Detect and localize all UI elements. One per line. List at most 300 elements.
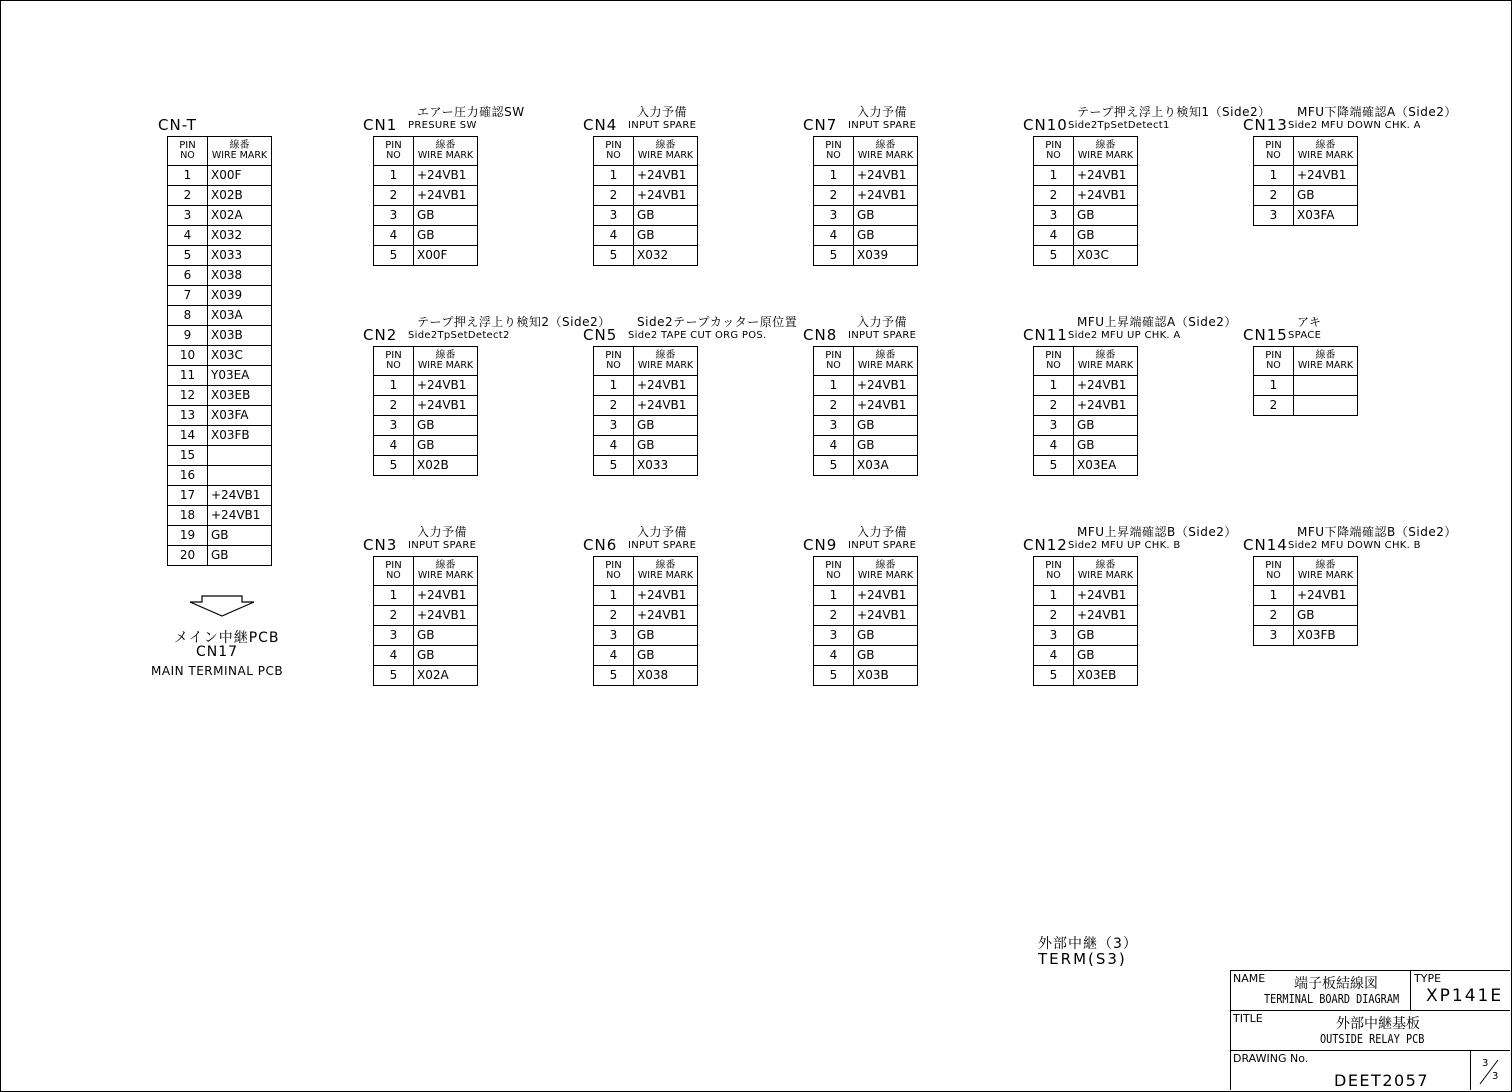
pin-number: 7 <box>168 286 208 306</box>
connector-jp-desc: 入力予備 <box>857 315 908 329</box>
connector-table <box>1253 136 1358 226</box>
wire-mark: GB <box>1294 186 1358 206</box>
table-row <box>1034 666 1138 686</box>
wire-mark: GB <box>634 626 698 646</box>
wire-mark: GB <box>1074 436 1138 456</box>
table-row <box>814 626 918 646</box>
wire-mark-header: 線番 WIRE MARK <box>208 137 272 166</box>
wire-mark-header: 線番 WIRE MARK <box>1294 557 1358 586</box>
connector-en-desc: Side2 MFU UP CHK. A <box>1068 330 1181 341</box>
pin-number: 11 <box>168 366 208 386</box>
pin-number: 3 <box>1034 206 1074 226</box>
wire-mark: X00F <box>414 246 478 266</box>
table-row <box>1034 226 1138 246</box>
wire-mark: X03EB <box>208 386 272 406</box>
cnt-table <box>167 136 272 566</box>
wire-mark: X02A <box>208 206 272 226</box>
table-row <box>168 406 272 426</box>
connector-label: CN9 <box>803 536 838 554</box>
pin-number: 2 <box>1254 606 1294 626</box>
connector-en-desc: Side2TpSetDetect2 <box>408 330 510 341</box>
pin-no-header: PIN NO <box>594 557 634 586</box>
table-row <box>168 266 272 286</box>
pin-number: 2 <box>1034 186 1074 206</box>
table-row <box>374 436 478 456</box>
connector-label: CN4 <box>583 116 618 134</box>
wire-mark-header: 線番 WIRE MARK <box>414 137 478 166</box>
wire-mark <box>1294 376 1358 396</box>
wire-mark: X03A <box>208 306 272 326</box>
wire-mark: +24VB1 <box>414 376 478 396</box>
wire-mark: GB <box>414 416 478 436</box>
table-header-row <box>374 137 478 166</box>
wire-mark: GB <box>634 206 698 226</box>
wire-mark-header: 線番 WIRE MARK <box>1074 347 1138 376</box>
board-label-jp: 外部中継（3） <box>1038 936 1138 952</box>
table-header-row <box>594 137 698 166</box>
wire-mark: X03EA <box>1074 456 1138 476</box>
connector-label: CN3 <box>363 536 398 554</box>
table-row <box>594 606 698 626</box>
pin-number: 3 <box>1034 416 1074 436</box>
wire-mark: GB <box>634 646 698 666</box>
connector-table <box>813 346 918 476</box>
table-row <box>814 456 918 476</box>
table-row <box>1254 626 1358 646</box>
wire-mark: GB <box>1074 626 1138 646</box>
table-row <box>814 646 918 666</box>
wire-mark: +24VB1 <box>1074 376 1138 396</box>
table-header-row <box>814 557 918 586</box>
pin-number: 3 <box>594 206 634 226</box>
wire-mark: GB <box>1294 606 1358 626</box>
table-row <box>814 376 918 396</box>
table-row <box>814 586 918 606</box>
connector-table <box>1033 346 1138 476</box>
connector-en-desc: PRESURE SW <box>408 120 477 131</box>
table-row <box>594 436 698 456</box>
wire-mark-header: 線番 WIRE MARK <box>854 557 918 586</box>
wire-mark-header: 線番 WIRE MARK <box>414 557 478 586</box>
table-row <box>374 646 478 666</box>
table-row <box>1034 586 1138 606</box>
connector-label: CN13 <box>1243 116 1288 134</box>
table-row <box>168 166 272 186</box>
table-row <box>1034 626 1138 646</box>
table-row <box>594 626 698 646</box>
pin-number: 5 <box>594 246 634 266</box>
pin-number: 1 <box>814 586 854 606</box>
wire-mark-header: 線番 WIRE MARK <box>634 137 698 166</box>
connector-jp-desc: MFU下降端確認A（Side2） <box>1297 105 1457 119</box>
wire-mark: +24VB1 <box>414 396 478 416</box>
table-row <box>374 626 478 646</box>
pin-number: 5 <box>814 246 854 266</box>
connector-en-desc: INPUT SPARE <box>628 120 697 131</box>
connector-jp-desc: MFU下降端確認B（Side2） <box>1297 525 1457 539</box>
table-row <box>1034 606 1138 626</box>
table-row <box>594 226 698 246</box>
connector-label: CN7 <box>803 116 838 134</box>
table-row <box>814 416 918 436</box>
dest-cn: CN17 <box>196 644 239 660</box>
title-block <box>1230 970 1510 1090</box>
pin-no-header: PIN NO <box>594 347 634 376</box>
pin-number: 3 <box>814 206 854 226</box>
wire-mark: X03C <box>208 346 272 366</box>
wire-mark-header: 線番 WIRE MARK <box>414 347 478 376</box>
wire-mark: +24VB1 <box>1074 586 1138 606</box>
table-row <box>1034 456 1138 476</box>
connector-label: CN15 <box>1243 326 1288 344</box>
table-row <box>594 646 698 666</box>
wire-mark: +24VB1 <box>634 586 698 606</box>
table-header-row <box>814 137 918 166</box>
table-row <box>374 396 478 416</box>
connector-table <box>373 136 478 266</box>
wire-mark: X02A <box>414 666 478 686</box>
pin-number: 4 <box>374 646 414 666</box>
pin-number: 1 <box>168 166 208 186</box>
wire-mark: GB <box>1074 416 1138 436</box>
wire-mark: GB <box>414 226 478 246</box>
pin-number: 4 <box>814 436 854 456</box>
pin-no-header: PIN NO <box>594 137 634 166</box>
wire-mark: X03B <box>208 326 272 346</box>
table-row <box>814 166 918 186</box>
sheet-number: 3 <box>1482 1058 1489 1069</box>
title-en: OUTSIDE RELAY PCB <box>1320 1032 1425 1046</box>
connector-jp-desc: エアー圧力確認SW <box>417 105 525 119</box>
wire-mark <box>1294 396 1358 416</box>
wire-mark: GB <box>1074 226 1138 246</box>
wire-mark: +24VB1 <box>208 486 272 506</box>
connector-label: CN14 <box>1243 536 1288 554</box>
wire-mark: X03FA <box>1294 206 1358 226</box>
pin-number: 5 <box>374 456 414 476</box>
pin-number: 9 <box>168 326 208 346</box>
table-row <box>374 586 478 606</box>
wire-mark: +24VB1 <box>634 606 698 626</box>
sheet-total: 3 <box>1492 1071 1499 1082</box>
pin-number: 3 <box>1254 626 1294 646</box>
wire-mark: +24VB1 <box>1074 396 1138 416</box>
wire-mark: +24VB1 <box>414 166 478 186</box>
connector-en-desc: INPUT SPARE <box>848 540 917 551</box>
table-row <box>168 486 272 506</box>
wire-mark: X033 <box>208 246 272 266</box>
table-row <box>374 456 478 476</box>
connector-table <box>1033 556 1138 686</box>
wire-mark: GB <box>634 226 698 246</box>
pin-number: 1 <box>1034 586 1074 606</box>
pin-number: 2 <box>814 186 854 206</box>
wire-mark: GB <box>854 436 918 456</box>
wire-mark: +24VB1 <box>854 186 918 206</box>
table-row <box>1254 186 1358 206</box>
pin-number: 15 <box>168 446 208 466</box>
table-row <box>168 186 272 206</box>
connector-jp-desc: テープ押え浮上り検知2（Side2） <box>417 315 611 329</box>
table-row <box>168 426 272 446</box>
wire-mark: +24VB1 <box>1074 186 1138 206</box>
pin-number: 1 <box>814 376 854 396</box>
wire-mark-header: 線番 WIRE MARK <box>634 347 698 376</box>
table-header-row <box>594 557 698 586</box>
table-row <box>1034 436 1138 456</box>
pin-number: 5 <box>814 666 854 686</box>
table-row <box>594 166 698 186</box>
pin-number: 1 <box>1254 376 1294 396</box>
pin-number: 3 <box>1254 206 1294 226</box>
table-row <box>1254 606 1358 626</box>
connector-en-desc: Side2 MFU UP CHK. B <box>1068 540 1181 551</box>
connector-jp-desc: 入力予備 <box>857 525 908 539</box>
pin-number: 4 <box>814 646 854 666</box>
wire-mark: GB <box>414 626 478 646</box>
sheet-slash-icon <box>1476 1056 1506 1086</box>
pin-no-header: PIN NO <box>1034 347 1074 376</box>
table-row <box>374 186 478 206</box>
pin-number: 5 <box>168 246 208 266</box>
pin-number: 17 <box>168 486 208 506</box>
pin-no-header: PIN NO <box>168 137 208 166</box>
table-row <box>168 286 272 306</box>
connector-label: CN5 <box>583 326 618 344</box>
table-row <box>594 456 698 476</box>
wire-mark: X032 <box>634 246 698 266</box>
pin-number: 1 <box>1034 376 1074 396</box>
wire-mark <box>208 466 272 486</box>
table-row <box>168 346 272 366</box>
wire-mark: X038 <box>208 266 272 286</box>
table-row <box>374 606 478 626</box>
connector-label: CN10 <box>1023 116 1068 134</box>
board-label-en: TERM(S3) <box>1038 950 1127 968</box>
table-header-row <box>1034 137 1138 166</box>
table-row <box>1034 396 1138 416</box>
table-row <box>168 466 272 486</box>
pin-number: 4 <box>168 226 208 246</box>
pin-number: 1 <box>814 166 854 186</box>
pin-number: 2 <box>1254 186 1294 206</box>
table-header-row <box>374 347 478 376</box>
dest-jp: メイン中継PCB <box>174 630 280 646</box>
pin-number: 2 <box>1034 396 1074 416</box>
name-label: NAME <box>1233 972 1266 985</box>
pin-number: 5 <box>374 666 414 686</box>
table-header-row <box>374 557 478 586</box>
connector-jp-desc: 入力予備 <box>637 105 688 119</box>
wire-mark: +24VB1 <box>854 586 918 606</box>
wire-mark: X03C <box>1074 246 1138 266</box>
table-row <box>374 416 478 436</box>
pin-number: 3 <box>594 416 634 436</box>
pin-number: 10 <box>168 346 208 366</box>
type-value: XP141E <box>1426 986 1504 1006</box>
wire-mark-header: 線番 WIRE MARK <box>1294 137 1358 166</box>
pin-number: 3 <box>1034 626 1074 646</box>
pin-number: 2 <box>594 396 634 416</box>
table-row <box>594 186 698 206</box>
pin-no-header: PIN NO <box>1034 137 1074 166</box>
connector-jp-desc: MFU上昇端確認A（Side2） <box>1077 315 1237 329</box>
dest-en: MAIN TERMINAL PCB <box>151 664 284 678</box>
pin-number: 4 <box>594 226 634 246</box>
wire-mark-header: 線番 WIRE MARK <box>854 137 918 166</box>
pin-number: 1 <box>594 376 634 396</box>
pin-number: 2 <box>374 186 414 206</box>
wire-mark: GB <box>1074 646 1138 666</box>
name-en: TERMINAL BOARD DIAGRAM <box>1264 992 1400 1006</box>
pin-no-header: PIN NO <box>1254 347 1294 376</box>
table-row <box>814 246 918 266</box>
table-row <box>1034 246 1138 266</box>
pin-number: 2 <box>814 606 854 626</box>
wire-mark: +24VB1 <box>854 396 918 416</box>
wire-mark: X032 <box>208 226 272 246</box>
table-row <box>594 416 698 436</box>
table-header-row <box>594 347 698 376</box>
wire-mark: +24VB1 <box>854 376 918 396</box>
wire-mark: GB <box>854 416 918 436</box>
drawing-label: DRAWING No. <box>1233 1052 1309 1065</box>
table-row <box>1254 376 1358 396</box>
pin-number: 3 <box>374 416 414 436</box>
wire-mark: X039 <box>208 286 272 306</box>
pin-no-header: PIN NO <box>814 137 854 166</box>
connector-jp-desc: 入力予備 <box>857 105 908 119</box>
wire-mark: +24VB1 <box>414 606 478 626</box>
wire-mark: X03FB <box>208 426 272 446</box>
table-row <box>594 396 698 416</box>
table-row <box>374 376 478 396</box>
title-label: TITLE <box>1233 1012 1263 1025</box>
pin-number: 5 <box>1034 456 1074 476</box>
wire-mark: GB <box>414 436 478 456</box>
wire-mark: +24VB1 <box>634 376 698 396</box>
pin-number: 5 <box>594 456 634 476</box>
pin-no-header: PIN NO <box>374 137 414 166</box>
pin-number: 2 <box>168 186 208 206</box>
pin-number: 4 <box>594 646 634 666</box>
wire-mark-header: 線番 WIRE MARK <box>1074 137 1138 166</box>
wire-mark: Y03EA <box>208 366 272 386</box>
pin-no-header: PIN NO <box>374 557 414 586</box>
connector-label: CN12 <box>1023 536 1068 554</box>
table-row <box>814 226 918 246</box>
table-row <box>168 206 272 226</box>
table-row <box>1034 166 1138 186</box>
table-row <box>374 666 478 686</box>
table-row <box>1254 206 1358 226</box>
table-row <box>594 246 698 266</box>
table-row <box>168 246 272 266</box>
pin-number: 1 <box>374 166 414 186</box>
pin-number: 5 <box>594 666 634 686</box>
wire-mark: GB <box>1074 206 1138 226</box>
pin-no-header: PIN NO <box>374 347 414 376</box>
wire-mark-header: 線番 WIRE MARK <box>854 347 918 376</box>
table-row <box>814 186 918 206</box>
down-arrow-icon <box>190 594 256 618</box>
connector-table <box>593 556 698 686</box>
connector-table <box>813 556 918 686</box>
table-row <box>374 166 478 186</box>
table-row <box>1254 166 1358 186</box>
connector-table <box>593 136 698 266</box>
connector-table <box>373 556 478 686</box>
connector-jp-desc: アキ <box>1297 315 1322 329</box>
table-row <box>374 206 478 226</box>
table-row <box>168 366 272 386</box>
connector-table <box>1033 136 1138 266</box>
table-row <box>168 506 272 526</box>
wire-mark: X00F <box>208 166 272 186</box>
pin-number: 3 <box>594 626 634 646</box>
connector-en-desc: SPACE <box>1288 330 1322 341</box>
connector-jp-desc: 入力予備 <box>417 525 468 539</box>
pin-number: 3 <box>374 626 414 646</box>
table-row <box>814 206 918 226</box>
connector-en-desc: Side2TpSetDetect1 <box>1068 120 1170 131</box>
table-row <box>168 526 272 546</box>
wire-mark: +24VB1 <box>1074 166 1138 186</box>
pin-number: 4 <box>814 226 854 246</box>
wire-mark: +24VB1 <box>1074 606 1138 626</box>
pin-number: 1 <box>1254 586 1294 606</box>
pin-number: 14 <box>168 426 208 446</box>
wire-mark: +24VB1 <box>634 166 698 186</box>
table-row <box>374 246 478 266</box>
wire-mark: GB <box>854 626 918 646</box>
pin-number: 5 <box>374 246 414 266</box>
wire-mark-header: 線番 WIRE MARK <box>634 557 698 586</box>
pin-number: 19 <box>168 526 208 546</box>
table-row <box>168 226 272 246</box>
connector-en-desc: INPUT SPARE <box>408 540 477 551</box>
pin-number: 4 <box>1034 436 1074 456</box>
connector-jp-desc: Side2テープカッター原位置 <box>637 315 798 329</box>
wire-mark: X03B <box>854 666 918 686</box>
wire-mark: GB <box>634 436 698 456</box>
wire-mark: +24VB1 <box>414 586 478 606</box>
wire-mark: +24VB1 <box>634 186 698 206</box>
table-row <box>168 446 272 466</box>
pin-number: 2 <box>594 606 634 626</box>
wire-mark: +24VB1 <box>414 186 478 206</box>
table-row <box>1034 186 1138 206</box>
connector-en-desc: Side2 TAPE CUT ORG POS. <box>628 330 767 341</box>
connector-jp-desc: MFU上昇端確認B（Side2） <box>1077 525 1237 539</box>
pin-no-header: PIN NO <box>1254 557 1294 586</box>
connector-en-desc: INPUT SPARE <box>848 120 917 131</box>
pin-number: 16 <box>168 466 208 486</box>
table-header-row <box>1254 557 1358 586</box>
pin-number: 1 <box>594 586 634 606</box>
connector-en-desc: Side2 MFU DOWN CHK. A <box>1288 120 1421 131</box>
pin-number: 13 <box>168 406 208 426</box>
wire-mark: +24VB1 <box>1294 166 1358 186</box>
table-row <box>168 546 272 566</box>
table-header-row <box>1034 557 1138 586</box>
wire-mark: +24VB1 <box>208 506 272 526</box>
connector-label: CN11 <box>1023 326 1068 344</box>
title-jp: 外部中継基板 <box>1336 1016 1420 1032</box>
pin-number: 2 <box>594 186 634 206</box>
pin-number: 8 <box>168 306 208 326</box>
wire-mark-header: 線番 WIRE MARK <box>1074 557 1138 586</box>
